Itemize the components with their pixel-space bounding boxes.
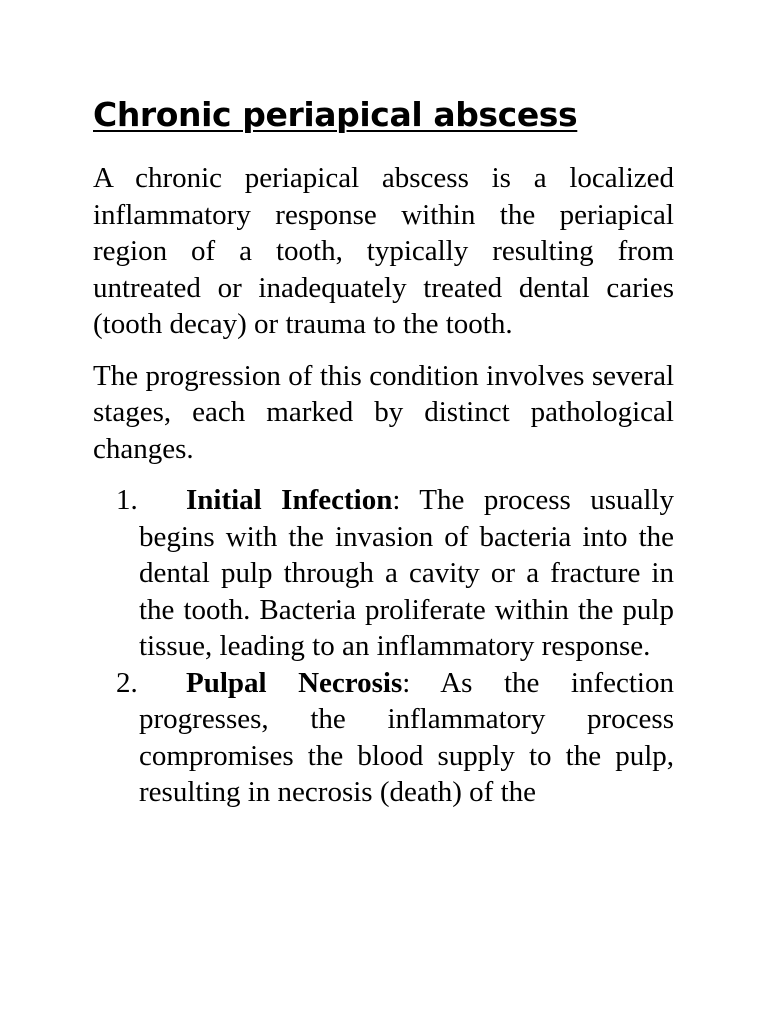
list-item-text: The process usually begins with the invasion of bacteria into the dental pulp through a cavity or a fracture in the tooth. Bacteria proliferate within the pulp tissue, leading to an inflammatory response. [139, 484, 675, 662]
stages-list [93, 482, 674, 811]
document-title: Chronic periapical abscess [93, 95, 578, 134]
list-item-term: Pulpal Necrosis [186, 666, 403, 699]
list-item-number: 1. [116, 484, 138, 516]
list-item-text: As the infection progresses, the inflammatory process compromises the blood supply to the pulp, resulting in necrosis (death) of the [139, 666, 674, 808]
list-item-separator: : [402, 666, 411, 699]
intro-paragraph: A chronic periapical abscess is a localized inflammatory response within the periapical region of a tooth, typically resulting from untreated or inadequately treated dental caries (tooth decay) or trauma to the tooth. [93, 162, 674, 340]
list-item-separator: : [392, 484, 401, 516]
list-item [93, 482, 674, 665]
document-body [93, 92, 674, 811]
progression-paragraph: The progression of this condition involves several stages, each marked by distinct pathological changes. [93, 359, 674, 465]
list-item [93, 665, 674, 811]
list-item-number: 2. [116, 666, 138, 699]
list-item-term: Initial Infection [186, 484, 393, 516]
